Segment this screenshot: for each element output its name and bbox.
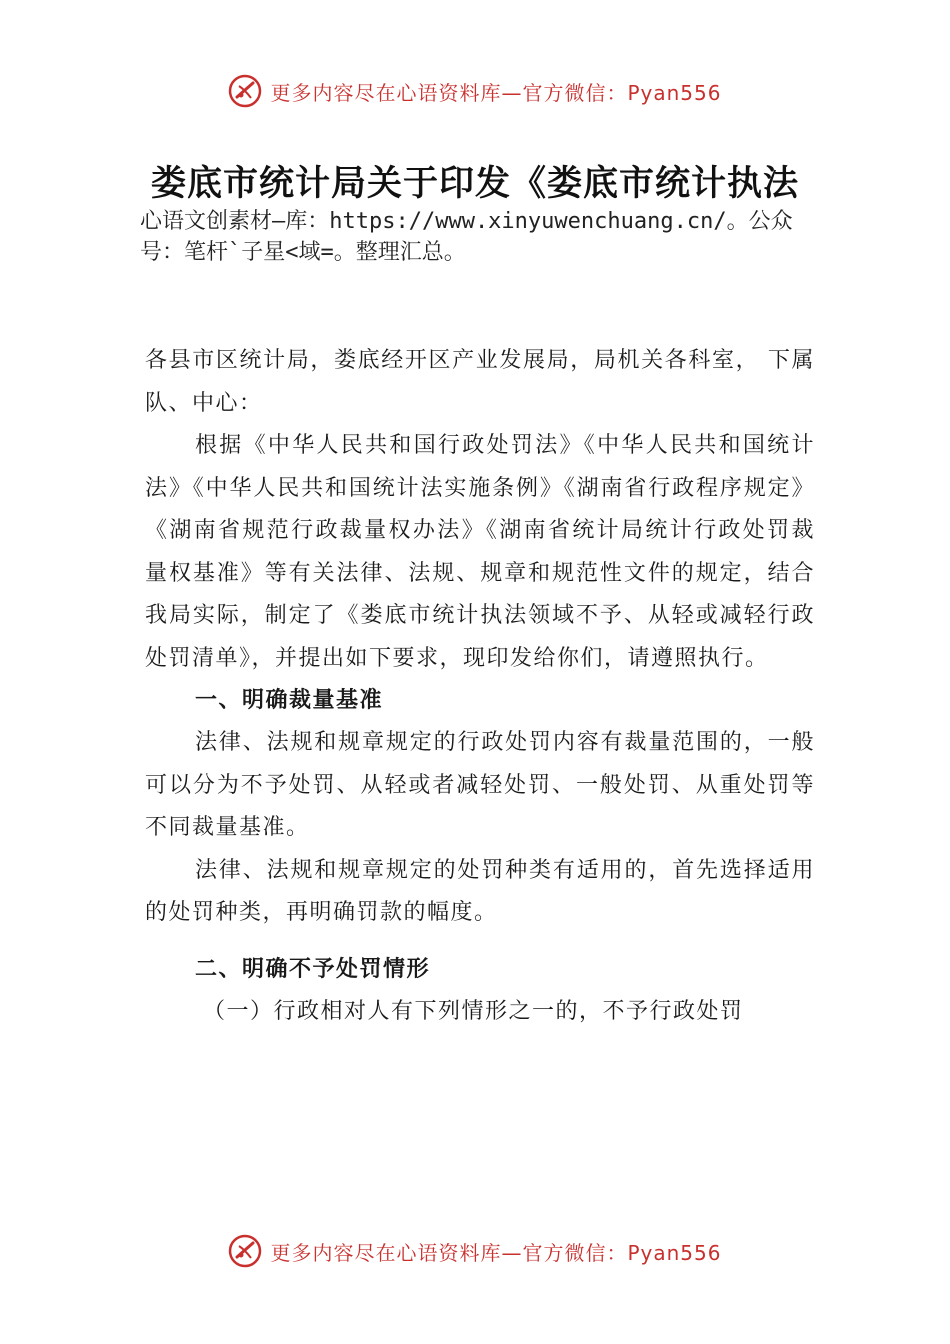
section-heading-2: 二、明确不予处罚情形 [195,956,431,982]
document-body [145,340,815,1033]
seal-logo-icon [228,1234,262,1268]
seal-logo-icon [228,74,262,108]
section-heading-1: 一、明确裁量基准 [195,688,384,713]
footer-banner [0,1234,950,1268]
banner-text[interactable]: 更多内容尽在心语资料库—官方微信：Pyan556 [270,80,722,105]
salutation: 各县市区统计局，娄底经开区产业发展局，局机关各科室， 下属队、中心： [145,348,815,416]
section-1-paragraph-1: 法律、法规和规章规定的行政处罚内容有裁量范围的，一般可以分为不予处罚、从轻或者减轻处罚、一般处罚、从重处罚等不同裁量基准。 [145,730,815,840]
banner-text[interactable]: 更多内容尽在心语资料库—官方微信：Pyan556 [270,1240,722,1265]
section-2-item-1: （一）行政相对人有下列情形之一的，不予行政处罚 [203,998,744,1024]
document-title: 娄底市统计局关于印发《娄底市统计执法 [150,164,799,204]
source-note: 心语文创素材—库：https://www.xinyuwenchuang.cn/。公众号：笔杆`子星<域=。整理汇总。 [140,209,793,265]
intro-paragraph: 根据《中华人民共和国行政处罚法》《中华人民共和国统计法》《中华人民共和国统计法实施条例》《湖南省行政程序规定》《湖南省规范行政裁量权办法》《湖南省统计局统计行政处罚裁量权基准》等有关法律、法规、规章和规范性文件的规定，结合我局实际，制定了《娄底市统计执法领域不予、从轻或减轻行政处罚清单》，并提出如下要求，现印发给你们，请遵照执行。 [145,433,815,671]
header-banner [0,74,950,108]
section-1-paragraph-2: 法律、法规和规章规定的处罚种类有适用的，首先选择适用的处罚种类，再明确罚款的幅度。 [145,857,815,925]
